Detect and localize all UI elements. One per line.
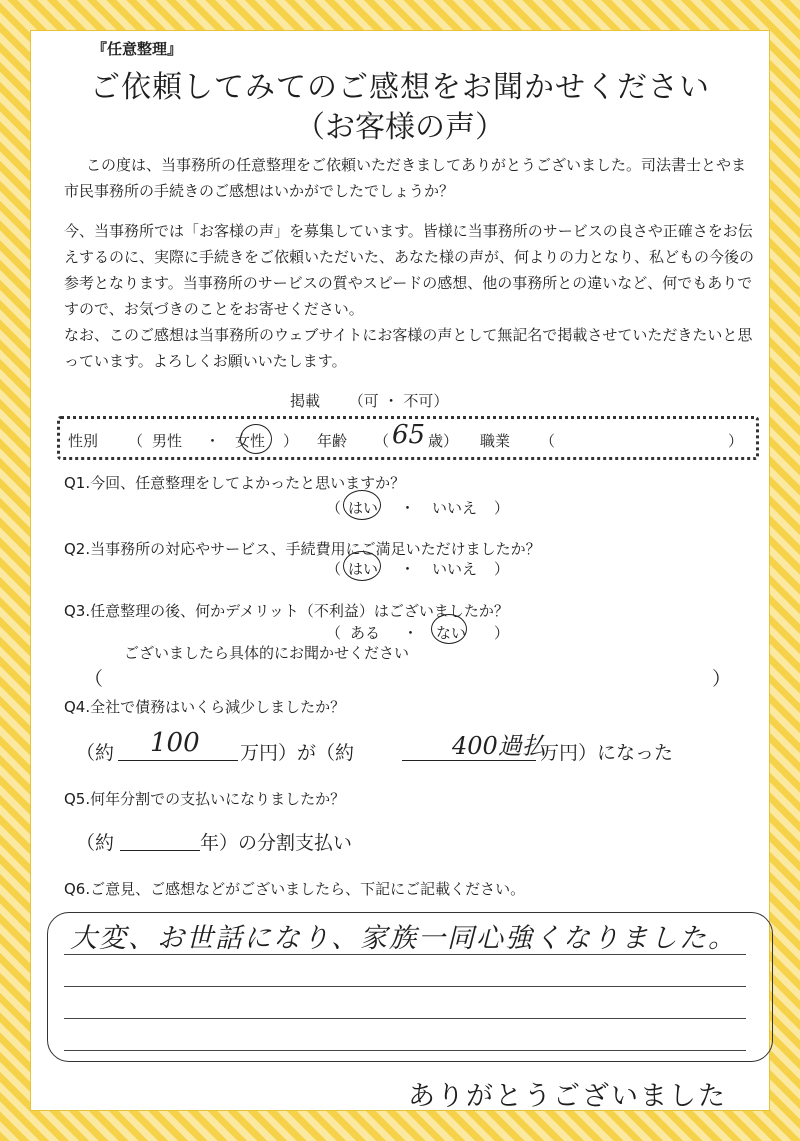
gender-option-female[interactable]: 女性 bbox=[235, 432, 266, 450]
question-4: Q4.全社で債務はいくら減少しましたか？ bbox=[64, 698, 346, 716]
selected-circle-mark bbox=[431, 614, 467, 644]
gender-option-male[interactable]: 男性 bbox=[152, 432, 183, 450]
page-subtitle: （お客様の声） bbox=[295, 110, 505, 145]
q3-dot: ・ bbox=[403, 624, 419, 642]
gender-dot: ・ bbox=[205, 432, 221, 450]
q3-option-yes[interactable]: ある bbox=[350, 624, 381, 642]
q4-after-unit: 万円）になった bbox=[540, 742, 674, 764]
occupation-open: （ bbox=[540, 432, 556, 450]
q4-before-underline bbox=[118, 760, 238, 761]
q1-close: ） bbox=[494, 499, 510, 517]
comment-line bbox=[64, 986, 746, 987]
q2-open: （ bbox=[326, 560, 342, 578]
q1-option-no[interactable]: いいえ bbox=[432, 499, 478, 517]
gender-open: （ bbox=[128, 432, 144, 450]
q3-open: （ bbox=[326, 624, 342, 642]
intro-paragraph-2: 今、当事務所では「お客様の声」を募集しています。皆様に当事務所のサービスの良さや正確さをお伝えするのに、実際に手続きをご依頼いただいた、あなた様の声が、何よりの力となり、私どもの今後の参考となります。当事務所のサービスの質やスピードの感想、他の事務所との違いなど、何でもありですので、お気づきのことをお寄せください。 bbox=[64, 222, 755, 318]
question-3: Q3.任意整理の後、何かデメリット（不利益）はございましたか？ bbox=[64, 602, 509, 620]
selected-circle-mark bbox=[240, 424, 272, 454]
q4-before-value[interactable]: 100 bbox=[150, 728, 200, 758]
selected-circle-mark bbox=[343, 490, 381, 520]
q2-option-no[interactable]: いいえ bbox=[432, 560, 478, 578]
q3-detail-prompt: ございましたら具体的にお聞かせください bbox=[124, 644, 410, 662]
occupation-label: 職業 bbox=[480, 432, 511, 450]
q2-dot: ・ bbox=[400, 560, 416, 578]
consent-options[interactable]: （可 ・ 不可） bbox=[348, 392, 449, 410]
gender-label: 性別 bbox=[68, 432, 99, 450]
publish-consent[interactable] bbox=[290, 390, 448, 411]
q5-open: （約 bbox=[76, 832, 115, 854]
comment-line bbox=[64, 1018, 746, 1019]
gender-close: ） bbox=[283, 432, 299, 450]
question-5: Q5.何年分割での支払いになりましたか？ bbox=[64, 790, 346, 808]
age-open: （ bbox=[374, 432, 390, 450]
q2-option-yes[interactable]: はい bbox=[348, 560, 379, 578]
q3-close: ） bbox=[494, 624, 510, 642]
thanks-message: ありがとうございました bbox=[408, 1081, 727, 1112]
q1-option-yes[interactable]: はい bbox=[348, 499, 379, 517]
selected-circle-mark bbox=[343, 551, 381, 581]
q3-option-no[interactable]: ない bbox=[436, 624, 467, 642]
q4-before-open: （約 bbox=[76, 742, 115, 764]
comment-text[interactable]: 大変、お世話になり、家族一同心強くなりました。 bbox=[70, 923, 737, 954]
q5-years-underline[interactable] bbox=[120, 850, 200, 851]
intro-paragraph-3: なお、このご感想は当事務所のウェブサイトにお客様の声として無記名で掲載させていただきたいと思っています。よろしくお願いいたします。 bbox=[64, 326, 753, 370]
intro-paragraph-1: この度は、当事務所の任意整理をご依頼いただきましてありがとうございました。司法書士とやま市民事務所の手続きのご感想はいかがでしたでしょうか？ bbox=[64, 156, 747, 200]
comment-line bbox=[64, 1050, 746, 1051]
q3-detail-close: ） bbox=[712, 668, 732, 690]
question-6: Q6.ご意見、ご感想などがございましたら、下記にご記載ください。 bbox=[64, 880, 526, 898]
age-unit: 歳） bbox=[428, 432, 459, 450]
q1-dot: ・ bbox=[400, 499, 416, 517]
question-1: Q1.今回、任意整理をしてよかったと思いますか？ bbox=[64, 474, 406, 492]
age-value[interactable]: 65 bbox=[392, 420, 426, 450]
consent-label: 掲載 bbox=[290, 392, 321, 410]
page-title: ご依頼してみてのご感想をお聞かせください bbox=[90, 70, 710, 105]
q4-after-value[interactable]: 400過払 bbox=[452, 732, 546, 760]
q3-detail-open: （ bbox=[84, 668, 104, 690]
question-2: Q2.当事務所の対応やサービス、手続費用にご満足いただけましたか？ bbox=[64, 540, 541, 558]
age-label: 年齢 bbox=[317, 432, 348, 450]
q5-unit: 年）の分割支払い bbox=[200, 832, 353, 854]
form-badge: 『任意整理』 bbox=[92, 40, 183, 58]
occupation-close: ） bbox=[728, 432, 744, 450]
q4-before-unit: 万円）が（約 bbox=[240, 742, 355, 764]
q1-open: （ bbox=[326, 499, 342, 517]
q2-close: ） bbox=[494, 560, 510, 578]
